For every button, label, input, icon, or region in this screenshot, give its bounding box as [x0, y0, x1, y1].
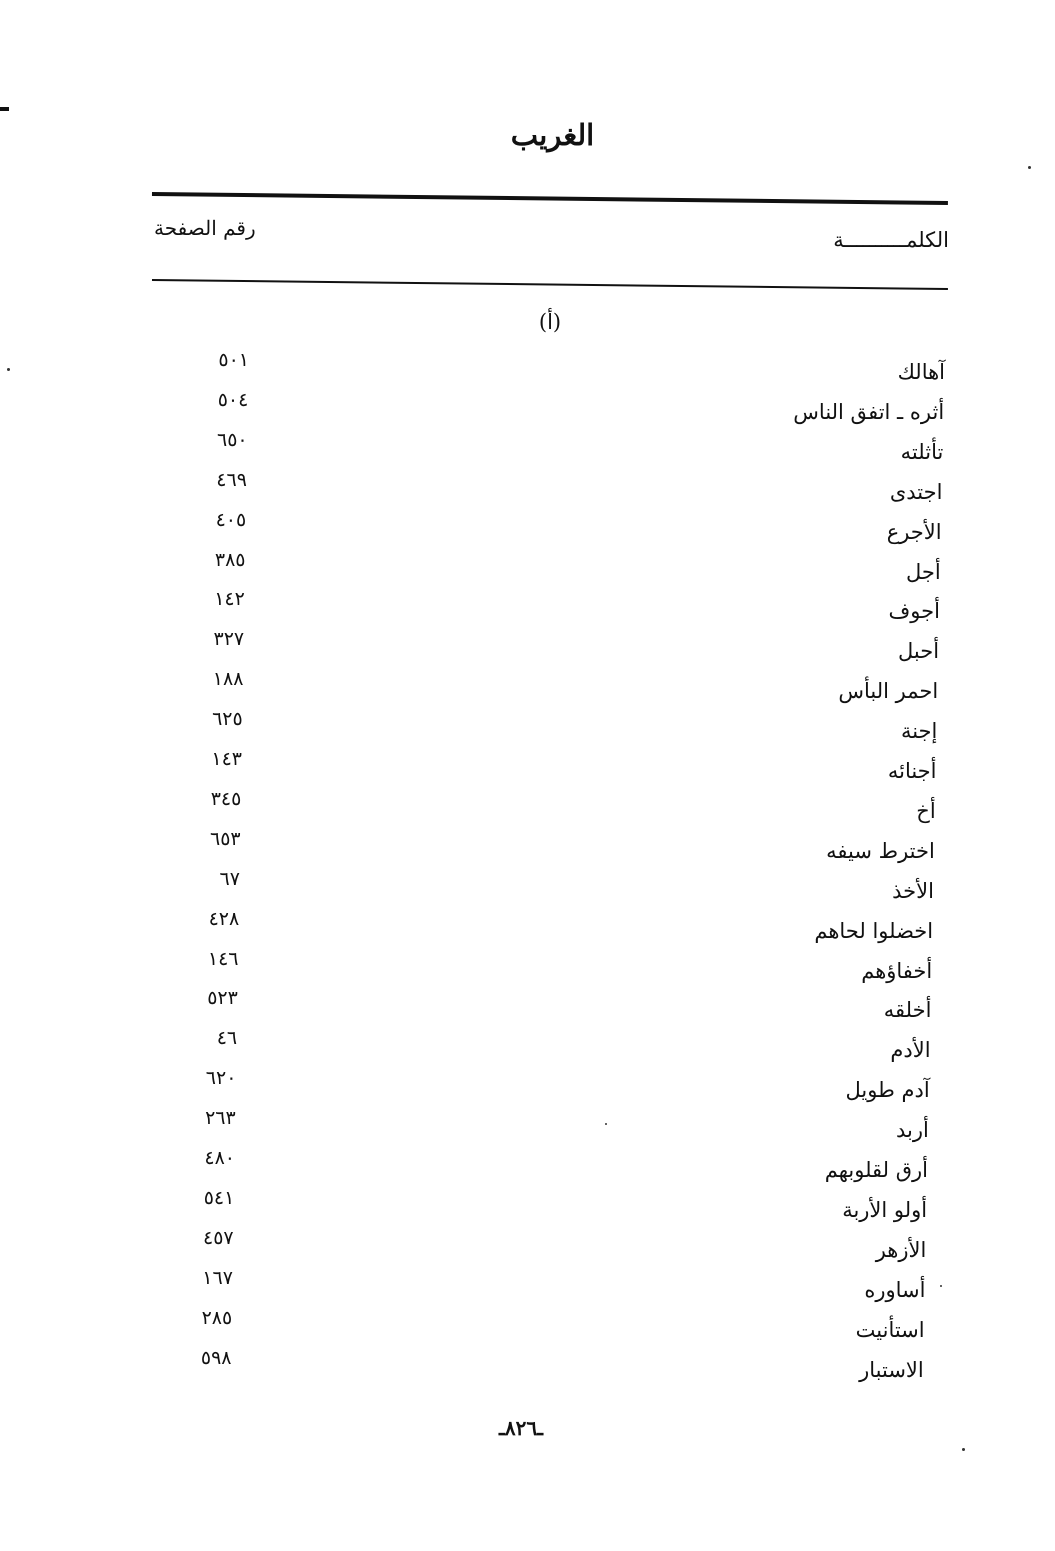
- entry-page-number: ٢٦٣: [205, 1107, 236, 1130]
- page-number: ـ٨٢٦ـ: [499, 1416, 543, 1440]
- entry-word: الاستبار: [859, 1357, 924, 1382]
- page-title: الغريب: [510, 118, 595, 152]
- entry-page-number: ٤٦: [216, 1027, 238, 1050]
- entry-page-number: ٦٥٠: [216, 428, 248, 451]
- entry-page-number: ٤٦٩: [216, 468, 247, 491]
- column-header-word: الكلمــــــــــة: [833, 228, 949, 252]
- entry-word: احمر البأس: [838, 679, 939, 704]
- entry-word: إجنة: [900, 719, 938, 744]
- entry-word: الأدم: [890, 1038, 931, 1063]
- entry-word: أخ: [916, 798, 936, 823]
- entry-page-number: ٤٠٥: [215, 508, 247, 531]
- entry-word: اجتدى: [889, 479, 943, 504]
- entry-word: أجنائه: [887, 759, 937, 783]
- scan-speck: [605, 1123, 607, 1125]
- entry-word: الأخذ: [892, 878, 934, 903]
- entry-word: أساوره: [864, 1277, 926, 1302]
- entry-page-number: ٤٥٧: [202, 1226, 234, 1249]
- entry-page-number: ١٤٢: [214, 588, 245, 611]
- scan-speck: [940, 1285, 942, 1287]
- entry-word: أرق لقلوبهم: [824, 1158, 928, 1182]
- entry-page-number: ٤٢٨: [208, 907, 240, 930]
- entry-word: الأجرع: [886, 519, 942, 544]
- entry-word: آهالك: [897, 360, 945, 384]
- entry-word: تأثلته: [900, 439, 944, 464]
- scan-speck: [7, 368, 10, 371]
- entry-page-number: ٦٥٣: [209, 827, 241, 850]
- entry-page-number: ٢٨٥: [201, 1306, 233, 1329]
- entry-word: اخترط سيفه: [826, 838, 935, 863]
- entry-word: اخضلوا لحاهم: [814, 918, 934, 943]
- scan-speck: [1028, 166, 1031, 169]
- entry-page-number: ٥٠١: [218, 349, 249, 371]
- section-letter-heading: (أ): [538, 310, 562, 334]
- entry-word: أربد: [896, 1118, 929, 1143]
- entry-page-number: ١٦٧: [202, 1266, 233, 1289]
- entry-word: أولو الأربة: [842, 1197, 928, 1222]
- entry-page-number: ٥٩٨: [200, 1346, 232, 1369]
- column-header-page-number: رقم الصفحة: [154, 216, 256, 240]
- entry-page-number: ٣٤٥: [210, 787, 242, 810]
- entry-word: أخفاؤهم: [861, 958, 933, 983]
- entry-word: استأنيت: [855, 1317, 925, 1342]
- entry-page-number: ٥٢٣: [207, 987, 238, 1010]
- entry-word: أجل: [906, 559, 941, 584]
- entry-page-number: ٦٧: [219, 867, 240, 890]
- entry-word: أجوف: [888, 599, 940, 624]
- entry-page-number: ٥٤١: [203, 1186, 235, 1209]
- entry-page-number: ٣٢٧: [213, 628, 245, 651]
- entry-page-number: ٥٠٤: [217, 388, 249, 411]
- entry-word: الأزهر: [875, 1237, 927, 1262]
- entry-page-number: ١٤٦: [207, 947, 239, 970]
- entry-word: أثره ـ اتفق الناس: [793, 399, 945, 424]
- entry-page-number: ١٨٨: [212, 668, 244, 691]
- entry-page-number: ٦٢٠: [205, 1067, 237, 1090]
- entry-page-number: ١٤٣: [211, 748, 242, 770]
- scan-speck: [962, 1448, 965, 1451]
- entry-page-number: ٤٨٠: [204, 1147, 235, 1169]
- entry-word: أحبل: [898, 639, 940, 664]
- entry-word: آدم طويل: [845, 1078, 930, 1103]
- entry-page-number: ٦٢٥: [212, 708, 243, 731]
- entry-page-number: ٣٨٥: [214, 548, 246, 571]
- entry-word: أخلقه: [883, 998, 932, 1023]
